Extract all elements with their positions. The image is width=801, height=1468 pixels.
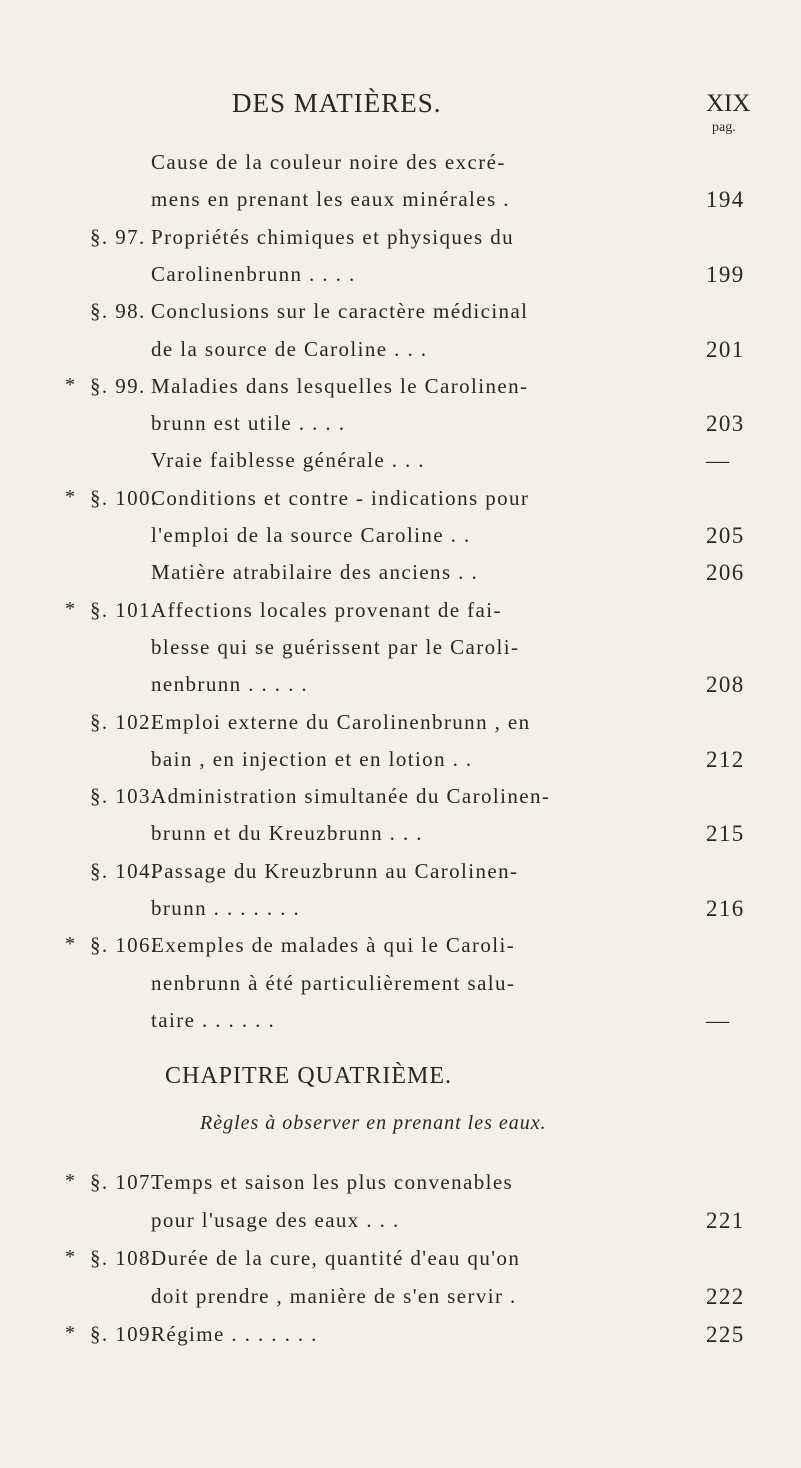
- page-folio: XIX: [706, 90, 751, 117]
- toc-line: [0, 337, 801, 373]
- entry-text: Passage du Kreuzbrunn au Carolinen-: [151, 858, 519, 883]
- toc-line: [0, 710, 801, 746]
- section-number: §. 103.: [90, 784, 158, 809]
- entry-text: Administration simultanée du Carolinen-: [151, 784, 551, 809]
- toc-line: [0, 523, 801, 559]
- page-number: 201: [706, 336, 745, 362]
- entry-text: mens en prenant les eaux minérales .: [151, 187, 510, 212]
- entry-text: Matière atrabilaire des anciens . .: [151, 560, 479, 585]
- toc-line: [0, 784, 801, 820]
- toc-line: [0, 1246, 801, 1282]
- entry-text: brunn est utile . . . .: [151, 411, 346, 436]
- section-number: §. 104.: [90, 858, 158, 883]
- section-number: §. 108.: [90, 1246, 158, 1270]
- toc-line: [0, 896, 801, 932]
- entry-text: Emploi externe du Carolinenbrunn , en: [151, 709, 531, 734]
- page-number: 216: [706, 896, 745, 921]
- entry-text: pour l'usage des eaux . . .: [151, 1208, 400, 1232]
- running-head: DES MATIÈRES.: [232, 88, 442, 118]
- toc-line: [0, 747, 801, 783]
- toc-line: [0, 225, 801, 261]
- toc-line: [0, 598, 801, 634]
- toc-line: [0, 1322, 801, 1358]
- asterisk-mark: *: [65, 1246, 77, 1268]
- entry-text: blesse qui se guérissent par le Caroli-: [151, 634, 520, 659]
- entry-text: nenbrunn . . . . .: [151, 672, 309, 697]
- section-number: §. 99.: [90, 373, 146, 398]
- entry-text: l'emploi de la source Caroline . .: [151, 523, 471, 547]
- section-number: §. 101.: [90, 597, 158, 622]
- toc-line: [0, 672, 801, 708]
- toc-line: [0, 1008, 801, 1044]
- asterisk-mark: *: [65, 1322, 77, 1344]
- asterisk-mark: *: [65, 373, 77, 396]
- entry-text: Conclusions sur le caractère médicinal: [151, 299, 529, 324]
- entry-text: Conditions et contre - indications pour: [151, 485, 530, 510]
- section-number: §. 97.: [90, 224, 146, 249]
- section-number: §. 102.: [90, 709, 158, 734]
- section-number: §. 98.: [90, 299, 146, 324]
- page-number: 194: [706, 187, 745, 213]
- toc-line: [0, 560, 801, 596]
- pag-column-label: pag.: [712, 120, 736, 135]
- entry-text: Carolinenbrunn . . . .: [151, 261, 356, 286]
- asterisk-mark: *: [65, 933, 77, 956]
- asterisk-mark: *: [65, 485, 77, 508]
- page-number: 215: [706, 821, 745, 847]
- toc-line: [0, 262, 801, 298]
- toc-line: [0, 971, 801, 1007]
- chapter-subtitle: Règles à observer en prenant les eaux.: [200, 1112, 547, 1134]
- toc-line: [0, 635, 801, 671]
- toc-line: [0, 1284, 801, 1320]
- toc-line: [0, 486, 801, 522]
- page-number: 205: [706, 523, 745, 548]
- entry-text: Vraie faiblesse générale . . .: [151, 448, 425, 473]
- toc-line: [0, 821, 801, 857]
- page-number: 203: [706, 411, 745, 437]
- toc-line: [0, 1208, 801, 1244]
- chapter-title: CHAPITRE QUATRIÈME.: [165, 1063, 452, 1089]
- page-number: 222: [706, 1284, 745, 1309]
- entry-text: de la source de Caroline . . .: [151, 336, 428, 361]
- entry-text: bain , en injection et en lotion . .: [151, 746, 473, 771]
- toc-line: [0, 448, 801, 484]
- entry-text: Temps et saison les plus convenables: [151, 1170, 514, 1194]
- entry-text: taire . . . . . .: [151, 1007, 276, 1032]
- section-number: §. 106.: [90, 933, 158, 958]
- section-number: §. 109.: [90, 1322, 158, 1346]
- page-number: —: [706, 448, 731, 474]
- page-number: 212: [706, 746, 745, 772]
- entry-text: Affections locales provenant de fai-: [151, 597, 502, 622]
- entry-text: Maladies dans lesquelles le Carolinen-: [151, 373, 529, 398]
- entry-text: brunn et du Kreuzbrunn . . .: [151, 821, 423, 846]
- page-number: 221: [706, 1208, 745, 1233]
- asterisk-mark: *: [65, 597, 77, 620]
- section-number: §. 100.: [90, 485, 158, 510]
- section-number: §. 107.: [90, 1170, 158, 1194]
- page-number: 199: [706, 261, 745, 287]
- entry-text: Cause de la couleur noire des excré-: [151, 150, 506, 174]
- page-number: 208: [706, 672, 745, 698]
- page-number: 225: [706, 1322, 745, 1347]
- toc-line: [0, 374, 801, 410]
- toc-line: [0, 150, 801, 186]
- toc-line: [0, 411, 801, 447]
- entry-text: nenbrunn à été particulièrement salu-: [151, 970, 516, 995]
- page-number: —: [706, 1007, 731, 1033]
- toc-line: [0, 933, 801, 969]
- entry-text: doit prendre , manière de s'en servir .: [151, 1284, 517, 1308]
- entry-text: Régime . . . . . . .: [151, 1322, 318, 1346]
- toc-line: [0, 1170, 801, 1206]
- page-number: 206: [706, 560, 745, 586]
- entry-text: Durée de la cure, quantité d'eau qu'on: [151, 1246, 521, 1270]
- entry-text: Propriétés chimiques et physiques du: [151, 224, 515, 249]
- toc-line: [0, 187, 801, 223]
- toc-line: [0, 859, 801, 895]
- asterisk-mark: *: [65, 1170, 77, 1192]
- entry-text: brunn . . . . . . .: [151, 896, 301, 920]
- entry-text: Exemples de malades à qui le Caroli-: [151, 933, 516, 958]
- toc-line: [0, 299, 801, 335]
